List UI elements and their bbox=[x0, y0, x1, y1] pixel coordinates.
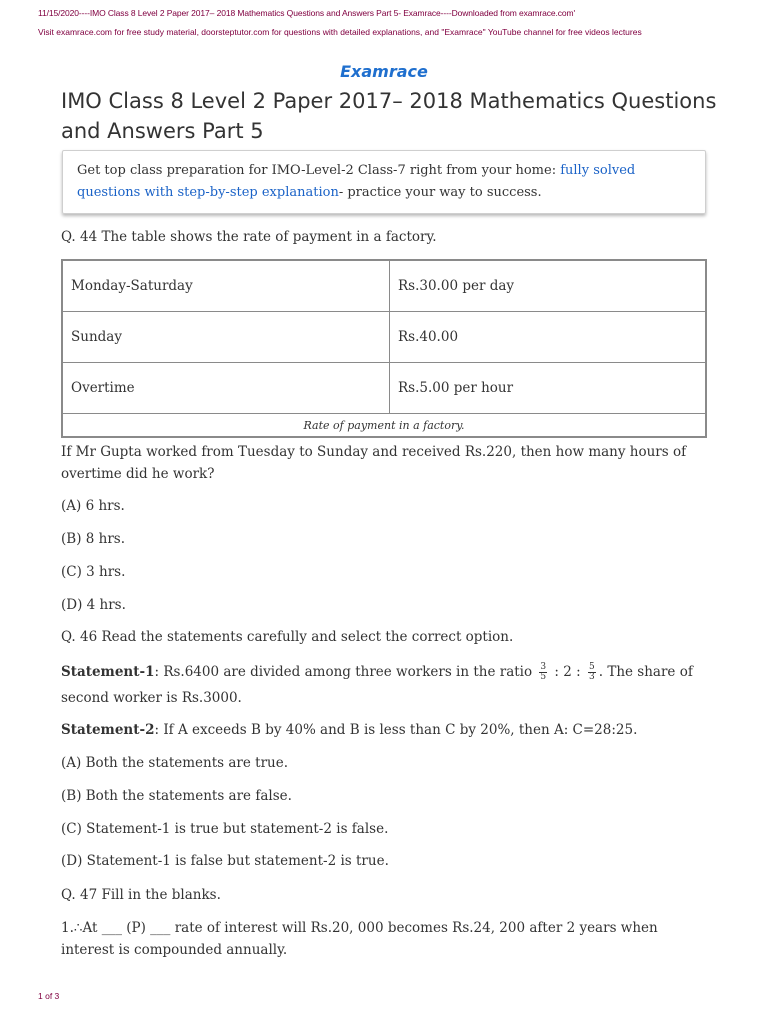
page-title: IMO Class 8 Level 2 Paper 2017– 2018 Mathematics Questions and Answers Part 5 bbox=[61, 89, 717, 143]
ratio-middle: : 2 : bbox=[550, 664, 585, 680]
visit-info-line: Visit examrace.com for free study material, doorsteptutor.com for questions with detailed explanations, and "Examrace" YouTube channel for free videos lectures bbox=[38, 27, 642, 37]
page-counter: 1 of 3 bbox=[38, 991, 60, 1001]
download-info-line: 11/15/2020----IMO Class 8 Level 2 Paper 2017– 2018 Mathematics Questions and Answers Part 5- Examrace----Downloaded from examrace.com' bbox=[38, 8, 576, 18]
table-row bbox=[62, 312, 706, 363]
q44-option-b: (B) 8 hrs. bbox=[61, 531, 125, 547]
promo-text: Get top class preparation for IMO-Level-2 Class-7 right from your home: bbox=[77, 163, 561, 178]
statement-2-label: Statement-2 bbox=[61, 722, 155, 738]
table-caption: Rate of payment in a factory. bbox=[62, 414, 706, 438]
promo-box bbox=[62, 150, 706, 214]
q44-option-d: (D) 4 hrs. bbox=[61, 597, 126, 613]
fraction-numerator: 3 bbox=[540, 662, 547, 672]
table-cell: Rs.5.00 per hour bbox=[390, 363, 707, 414]
table-row bbox=[62, 260, 706, 312]
fraction-denominator: 5 bbox=[540, 672, 547, 682]
table-cell: Overtime bbox=[62, 363, 390, 414]
promo-text-end: - practice your way to success. bbox=[338, 185, 542, 200]
q46-option-a: (A) Both the statements are true. bbox=[61, 755, 289, 771]
brand-logo-text[interactable]: Examrace bbox=[340, 62, 428, 81]
payment-rate-table bbox=[61, 259, 707, 438]
q44-option-c: (C) 3 hrs. bbox=[61, 564, 126, 580]
table-row bbox=[62, 363, 706, 414]
statement-1-text: : Rs.6400 are divided among three workers in the ratio bbox=[154, 664, 537, 680]
q46-option-b: (B) Both the statements are false. bbox=[61, 788, 292, 804]
q44-question: If Mr Gupta worked from Tuesday to Sunday and received Rs.220, then how many hours of overtime did he work? bbox=[61, 444, 687, 482]
q46-statement-1 bbox=[61, 659, 711, 711]
q47-prompt: Q. 47 Fill in the blanks. bbox=[61, 887, 221, 903]
fraction bbox=[588, 663, 596, 682]
statement-2-text: : If A exceeds B by 40% and B is less than C by 20%, then A: C=28:25. bbox=[154, 722, 638, 738]
table-cell: Rs.30.00 per day bbox=[390, 260, 707, 312]
fraction-numerator: 5 bbox=[589, 662, 595, 672]
q46-statement-2 bbox=[61, 719, 711, 741]
q46-prompt: Q. 46 Read the statements carefully and select the correct option. bbox=[61, 629, 514, 645]
table-cell: Sunday bbox=[62, 312, 390, 363]
q44-prompt: Q. 44 The table shows the rate of payment in a factory. bbox=[61, 229, 437, 245]
q44-option-a: (A) 6 hrs. bbox=[61, 498, 125, 514]
statement-1-text-end: . The share of second worker is Rs.3000. bbox=[61, 664, 693, 706]
fraction-denominator: 3 bbox=[589, 672, 595, 682]
table-cell: Rs.40.00 bbox=[390, 312, 707, 363]
promo-link[interactable]: fully solved questions with step-by-step explanation bbox=[77, 163, 636, 200]
table-cell: Monday-Saturday bbox=[62, 260, 390, 312]
table-caption-row bbox=[62, 414, 706, 438]
q46-option-c: (C) Statement-1 is true but statement-2 is false. bbox=[61, 821, 389, 837]
fraction bbox=[539, 663, 547, 682]
statement-1-label: Statement-1 bbox=[61, 664, 155, 680]
q47-item-1: 1.∴At ___ (P) ___ rate of interest will Rs.20, 000 becomes Rs.24, 200 after 2 years when interest is compounded annually. bbox=[61, 920, 658, 958]
q46-option-d: (D) Statement-1 is false but statement-2 is true. bbox=[61, 853, 389, 869]
